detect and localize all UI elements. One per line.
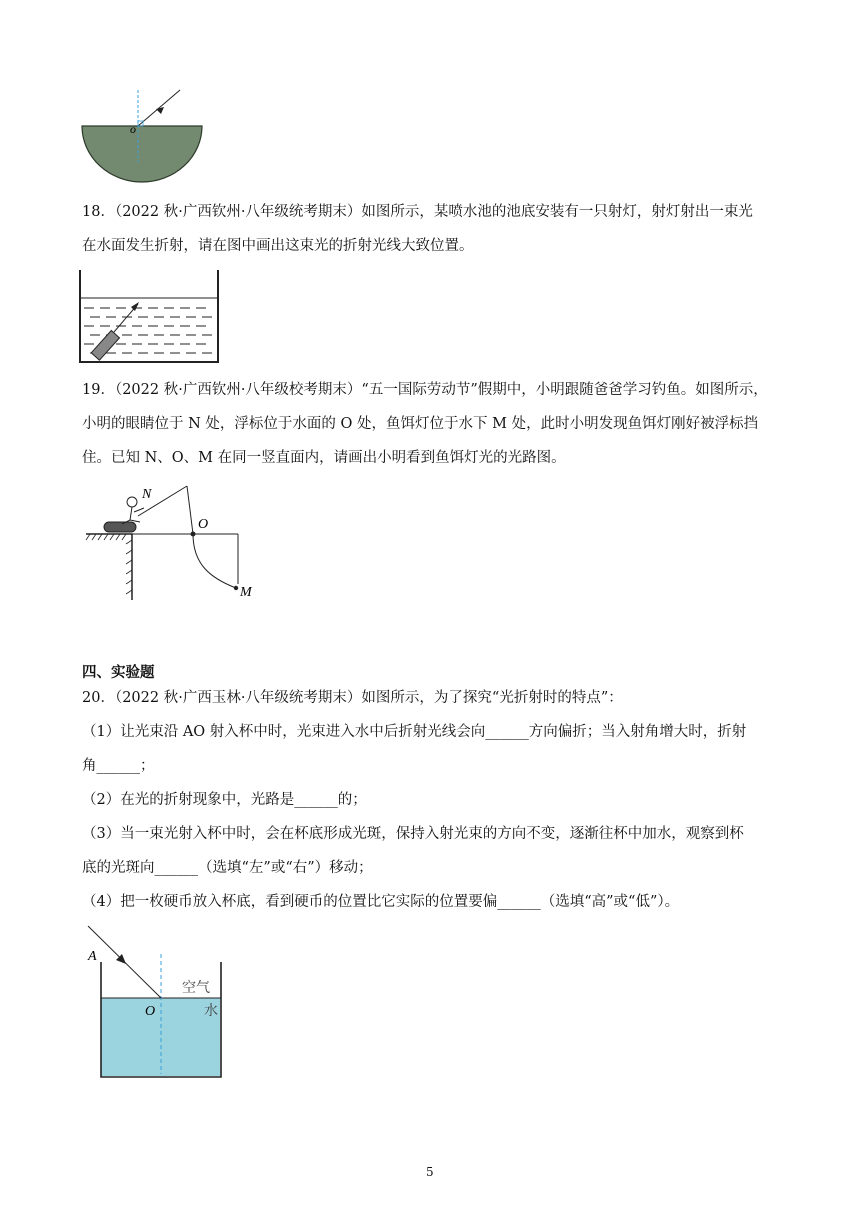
label-air: 空气	[182, 981, 210, 996]
water-fill	[101, 998, 220, 1076]
q18-line1: 18．（2022 秋·广西钦州·八年级统考期末）如图所示，某喷水池的池底安装有一只射灯，射灯射出一束光	[82, 204, 753, 220]
ray-arrow	[156, 107, 164, 114]
q20-part1-line1: （1）让光束沿 AO 射入杯中时，光束进入水中后折射光线会向______方向偏折；当入射角增大时，折射	[82, 724, 747, 740]
q19-line2: 小明的眼睛位于 N 处，浮标位于水面的 O 处，鱼饵灯位于水下 M 处，此时小明发现鱼饵灯刚好被浮标挡	[82, 416, 759, 432]
bank-edge	[86, 534, 132, 600]
label-water: 水	[204, 1004, 218, 1019]
q20-cup-figure	[84, 922, 234, 1082]
label-o: O	[145, 1004, 156, 1019]
bait-light-point-m	[234, 586, 238, 590]
q20-part1-line2: 角______；	[82, 758, 155, 774]
point-o-label: o	[130, 122, 136, 136]
ground-hatch	[86, 534, 132, 594]
label-m: M	[240, 585, 252, 600]
q19-line1: 19．（2022 秋·广西钦州·八年级校考期末）“五一国际劳动节”假期中，小明跟随爸爸学习钓鱼。如图所示，	[82, 382, 768, 398]
underwater-line	[193, 534, 236, 588]
incident-ray	[138, 90, 180, 126]
label-n: N	[142, 487, 152, 502]
q20-part2: （2）在光的折射现象中，光路是______的；	[82, 792, 367, 808]
person-figure	[122, 497, 144, 524]
stool	[104, 522, 136, 532]
label-o: O	[198, 517, 209, 532]
q20-part4: （4）把一枚硬币放入杯底，看到硬币的位置比它实际的位置要偏______（选填“高”或“低”）。	[82, 894, 680, 910]
q18-line2: 在水面发生折射，请在图中画出这束光的折射光线大致位置。	[82, 238, 474, 254]
q19-fishing-figure	[82, 484, 270, 604]
q20-part3-line1: （3）当一束光射入杯中时，会在杯底形成光斑，保持入射光束的方向不变，逐渐往杯中加水，观察到杯	[82, 826, 744, 842]
hemisphere-glass	[82, 126, 202, 182]
beam-arrow	[131, 302, 139, 311]
float-point-o	[191, 532, 196, 537]
q19-line3: 住。已知 N、O、M 在同一竖直面内，请画出小明看到鱼饵灯光的光路图。	[82, 450, 566, 466]
q20-part3-line2: 底的光斑向______（选填“左”或“右”）移动；	[82, 860, 373, 876]
page-number: 5	[426, 1165, 434, 1179]
q20-line1: 20．（2022 秋·广西玉林·八年级统考期末）如图所示，为了探究“光折射时的特点”：	[82, 690, 623, 706]
q17-hemisphere-figure	[78, 84, 208, 186]
label-a: A	[88, 949, 97, 964]
q18-pool-figure	[76, 268, 226, 366]
fishing-line	[187, 486, 193, 534]
section-4-heading: 四、实验题	[82, 665, 155, 681]
